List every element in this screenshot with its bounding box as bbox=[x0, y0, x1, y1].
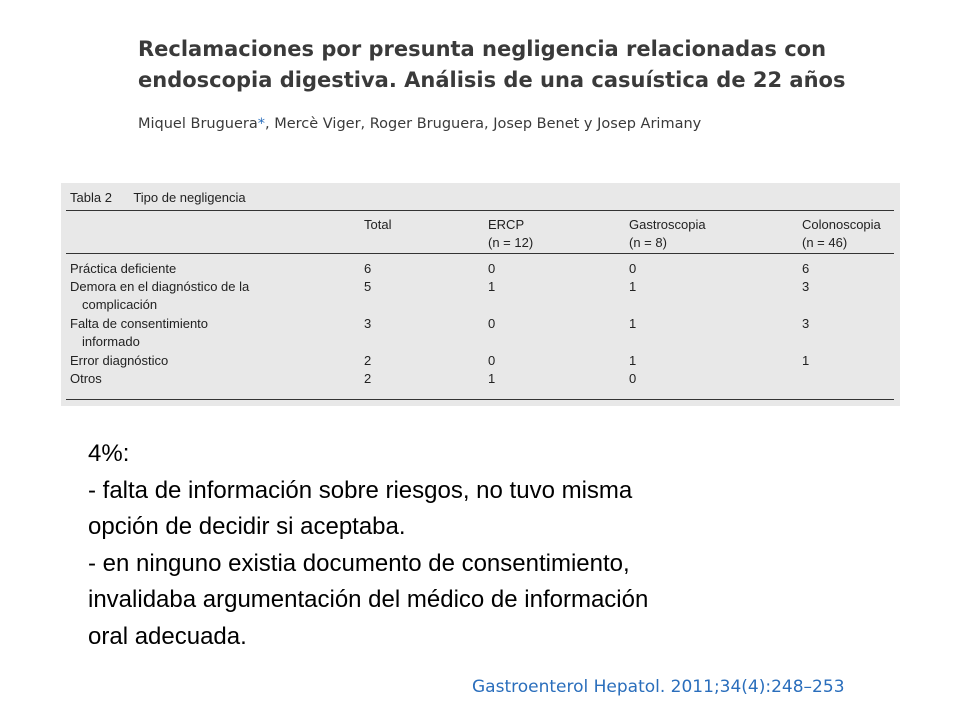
note-line: 4%: bbox=[88, 440, 130, 467]
header-gastroscopia: Gastroscopia (n = 8) bbox=[629, 217, 706, 250]
negligence-type-table bbox=[61, 183, 900, 406]
article-title bbox=[138, 34, 846, 96]
table-cell-gastroscopia: 0 bbox=[629, 371, 637, 386]
table-cell-ercp: 0 bbox=[488, 261, 496, 276]
note-line: - en ninguno existia documento de consentimiento, bbox=[88, 549, 630, 577]
lead-author: Miquel Bruguera bbox=[138, 116, 258, 132]
table-cell-gastroscopia: 0 bbox=[629, 261, 637, 276]
table-top-rule bbox=[66, 210, 894, 211]
note-line: - falta de información sobre riesgos, no tuvo misma bbox=[88, 476, 633, 504]
corresponding-author-mark: * bbox=[257, 116, 266, 132]
table-row-label: Demora en el diagnóstico de la complicación bbox=[70, 279, 250, 312]
table-cell-colonoscopia: 6 bbox=[802, 261, 810, 276]
table-cell-ercp: 0 bbox=[488, 316, 496, 331]
table-cell-gastroscopia: 1 bbox=[629, 353, 637, 368]
table-cell-total: 3 bbox=[364, 316, 372, 331]
table-caption bbox=[70, 190, 246, 205]
article-authors bbox=[138, 116, 701, 132]
table-header-rule bbox=[66, 253, 894, 254]
header-colonoscopia-n: (n = 46) bbox=[802, 235, 848, 250]
table-row-label: Error diagnóstico bbox=[70, 353, 169, 368]
table-cell-colonoscopia: 3 bbox=[802, 316, 810, 331]
header-colonoscopia: Colonoscopia (n = 46) bbox=[802, 217, 881, 250]
table-cell-total: 5 bbox=[364, 279, 372, 294]
slide-note bbox=[88, 436, 868, 655]
table-cell-total: 2 bbox=[364, 353, 372, 368]
table-cell-colonoscopia: 1 bbox=[802, 353, 810, 368]
table-cell-total: 2 bbox=[364, 371, 372, 386]
table-cell-gastroscopia: 1 bbox=[629, 316, 637, 331]
header-ercp: ERCP (n = 12) bbox=[488, 217, 534, 250]
table-cell-colonoscopia: 3 bbox=[802, 279, 810, 294]
note-line: invalidaba argumentación del médico de información bbox=[88, 586, 649, 613]
note-line: opción de decidir si aceptaba. bbox=[88, 513, 406, 540]
table-row-label: Práctica deficiente bbox=[70, 261, 177, 276]
article-title-line-2: endoscopia digestiva. Análisis de una casuística de 22 años bbox=[138, 68, 846, 92]
co-authors: , Mercè Viger, Roger Bruguera, Josep Benet y Josep Arimany bbox=[265, 116, 702, 132]
table-number: Tabla 2 bbox=[70, 190, 112, 205]
note-line: oral adecuada. bbox=[88, 622, 247, 650]
table-bottom-rule bbox=[66, 399, 894, 400]
table-cell-gastroscopia: 1 bbox=[629, 279, 637, 294]
journal-citation: Gastroenterol Hepatol. 2011;34(4):248–253 bbox=[472, 677, 845, 697]
table-cell-ercp: 1 bbox=[488, 279, 496, 294]
header-gastroscopia-n: (n = 8) bbox=[629, 235, 667, 250]
table-cell-total: 6 bbox=[364, 261, 372, 276]
table-row-label: Otros bbox=[70, 371, 102, 386]
header-total: Total bbox=[364, 217, 392, 232]
table-cell-ercp: 0 bbox=[488, 353, 496, 368]
article-title-line-1: Reclamaciones por presunta negligencia relacionadas con bbox=[138, 37, 827, 61]
table-row-label-continuation: complicación bbox=[82, 297, 158, 312]
table-caption-text: Tipo de negligencia bbox=[133, 190, 246, 205]
table-cell-ercp: 1 bbox=[488, 371, 496, 386]
table-row-label-continuation: informado bbox=[82, 334, 140, 349]
header-ercp-n: (n = 12) bbox=[488, 235, 534, 250]
table-row-label: Falta de consentimiento informado bbox=[70, 316, 209, 349]
